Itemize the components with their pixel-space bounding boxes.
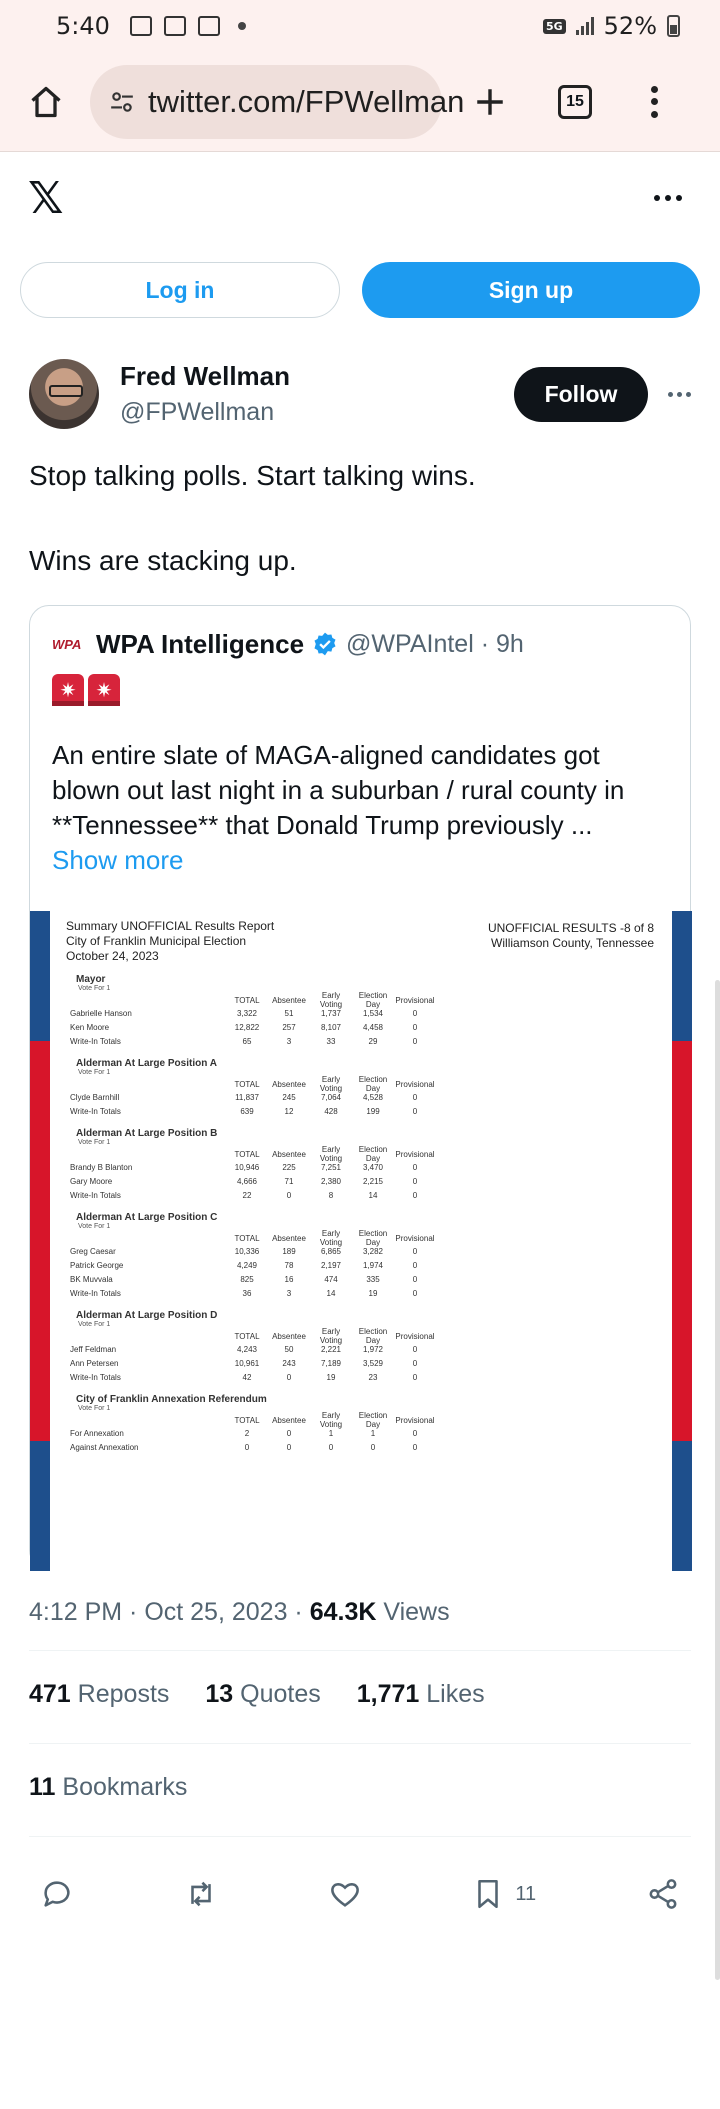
more-icon[interactable] <box>654 195 682 201</box>
candidate-name: Gabrielle Hanson <box>70 1008 132 1018</box>
column-header: TOTAL <box>234 995 260 1005</box>
vote-count: 0 <box>286 1372 292 1382</box>
race-subtitle: Vote For 1 <box>78 1223 111 1230</box>
column-header: Early Voting <box>319 1229 343 1247</box>
candidate-name: Greg Caesar <box>70 1246 116 1256</box>
flag-border-left <box>30 911 50 1571</box>
vote-count: 42 <box>242 1372 252 1382</box>
column-header: Provisional <box>395 995 435 1005</box>
vote-count: 474 <box>324 1274 338 1284</box>
column-header: Early Voting <box>319 1411 343 1429</box>
tweet-timestamp <box>29 1598 450 1627</box>
vote-count: 14 <box>368 1190 378 1200</box>
vote-count: 0 <box>370 1442 376 1452</box>
column-header: Election Day <box>358 1145 388 1163</box>
auth-buttons <box>20 262 700 318</box>
likes-stat[interactable]: 1,771 Likes <box>356 1680 485 1708</box>
browser-toolbar <box>0 52 720 152</box>
quoted-tweet[interactable] <box>29 605 691 1570</box>
race-block <box>66 1128 656 1202</box>
avatar[interactable] <box>29 359 99 429</box>
vote-count: 3,322 <box>236 1008 258 1018</box>
siren-icon: ✷ <box>88 674 120 706</box>
dot-icon <box>238 22 246 30</box>
vote-count: 71 <box>284 1176 294 1186</box>
bookmark-stats <box>29 1773 187 1802</box>
vote-count: 4,458 <box>362 1022 384 1032</box>
vote-count: 19 <box>368 1288 378 1298</box>
divider <box>29 1836 691 1837</box>
vote-count: 0 <box>412 1106 418 1116</box>
table-row <box>66 1258 656 1272</box>
share-button[interactable] <box>646 1877 680 1911</box>
divider <box>29 1743 691 1744</box>
wpa-logo: WPA <box>52 636 82 652</box>
vote-count: 0 <box>412 1008 418 1018</box>
quote-body: An entire slate of MAGA-aligned candidates got blown out last night in a suburban / rural county in **Tennessee** that Donald Trump previously ... <box>52 740 625 840</box>
column-header: Provisional <box>395 1079 435 1089</box>
vote-count: 0 <box>286 1442 292 1452</box>
tweet-actions <box>40 1866 680 1922</box>
vote-count: 78 <box>284 1260 294 1270</box>
vote-count: 4,528 <box>362 1092 384 1102</box>
race-block <box>66 1212 656 1300</box>
table-row <box>66 1188 656 1202</box>
vote-count: 2,380 <box>320 1176 342 1186</box>
battery-icon <box>667 15 680 37</box>
candidate-name: Write-In Totals <box>70 1036 121 1046</box>
vote-count: 36 <box>242 1288 252 1298</box>
column-header: Absentee <box>272 1415 306 1425</box>
vote-count: 6,865 <box>320 1246 342 1256</box>
login-button[interactable]: Log in <box>20 262 340 318</box>
table-row <box>66 1426 656 1440</box>
race-subtitle: Vote For 1 <box>78 1139 111 1146</box>
views-label: Views <box>376 1598 450 1626</box>
vote-count: 10,961 <box>234 1358 260 1368</box>
vote-count: 428 <box>324 1106 338 1116</box>
reply-button[interactable] <box>40 1877 74 1911</box>
user-handle[interactable]: @FPWellman <box>120 398 275 426</box>
show-more-link[interactable]: Show more <box>52 845 184 875</box>
table-row <box>66 1440 656 1454</box>
table-row <box>66 1342 656 1356</box>
vote-count: 7,064 <box>320 1092 342 1102</box>
column-header: Absentee <box>272 1149 306 1159</box>
table-row <box>66 1244 656 1258</box>
column-header: Early Voting <box>319 1075 343 1093</box>
race-subtitle: Vote For 1 <box>78 1405 111 1412</box>
vote-count: 8,107 <box>320 1022 342 1032</box>
vote-count: 2,221 <box>320 1344 342 1354</box>
image-icon <box>130 16 152 36</box>
race-header-row <box>66 991 656 1009</box>
vote-count: 1,974 <box>362 1260 384 1270</box>
vote-count: 7,251 <box>320 1162 342 1172</box>
table-row <box>66 1356 656 1370</box>
race-block <box>66 1394 656 1454</box>
vote-count: 0 <box>412 1176 418 1186</box>
vote-count: 0 <box>412 1428 418 1438</box>
race-title: City of Franklin Annexation Referendum <box>76 1394 267 1405</box>
candidate-name: Patrick George <box>70 1260 124 1270</box>
candidate-name: Brandy B Blanton <box>70 1162 133 1172</box>
vote-count: 0 <box>412 1274 418 1284</box>
column-header: Provisional <box>395 1233 435 1243</box>
results-document <box>50 911 672 1571</box>
table-row <box>66 1006 656 1020</box>
vote-count: 50 <box>284 1344 294 1354</box>
status-bar <box>0 0 720 52</box>
candidate-name: Gary Moore <box>70 1176 113 1186</box>
race-title: Alderman At Large Position C <box>76 1212 218 1223</box>
engagement-stats <box>29 1680 485 1709</box>
column-header: Election Day <box>358 1075 388 1093</box>
vote-count: 2 <box>244 1428 250 1438</box>
vote-count: 0 <box>244 1442 250 1452</box>
candidate-name: Write-In Totals <box>70 1288 121 1298</box>
site-settings-icon[interactable] <box>108 89 136 115</box>
new-tab-icon[interactable] <box>468 80 512 124</box>
column-header: Absentee <box>272 995 306 1005</box>
vote-count: 19 <box>326 1372 336 1382</box>
races-list <box>66 974 656 1454</box>
vote-count: 1,737 <box>320 1008 342 1018</box>
url-text[interactable]: twitter.com/FPWellman <box>148 83 465 119</box>
like-button[interactable] <box>328 1877 362 1911</box>
bookmark-button[interactable] <box>471 1877 536 1911</box>
scrollbar[interactable] <box>715 980 720 1980</box>
table-row <box>66 1174 656 1188</box>
candidate-name: Ann Petersen <box>70 1358 119 1368</box>
race-title: Alderman At Large Position A <box>76 1058 217 1069</box>
vote-count: 51 <box>284 1008 294 1018</box>
vote-count: 4,243 <box>236 1344 258 1354</box>
table-row <box>66 1370 656 1384</box>
table-row <box>66 1020 656 1034</box>
column-header: TOTAL <box>234 1079 260 1089</box>
column-header: Provisional <box>395 1415 435 1425</box>
doc-status: UNOFFICIAL RESULTS -8 of 8 <box>487 921 654 935</box>
race-header-row <box>66 1075 656 1093</box>
column-header: Election Day <box>358 1327 388 1345</box>
race-title: Alderman At Large Position D <box>76 1310 218 1321</box>
vote-count: 11,837 <box>235 1092 259 1102</box>
vote-count: 4,666 <box>236 1176 258 1186</box>
vote-count: 0 <box>286 1428 292 1438</box>
vote-count: 825 <box>240 1274 254 1284</box>
vote-count: 0 <box>412 1036 418 1046</box>
tweet-text-line: Stop talking polls. Start talking wins. <box>29 460 476 491</box>
vote-count: 7,189 <box>320 1358 342 1368</box>
flag-border-right <box>672 911 692 1571</box>
vote-count: 0 <box>412 1246 418 1256</box>
heart-icon <box>328 1877 362 1911</box>
display-name[interactable]: Fred Wellman <box>120 361 291 391</box>
race-subtitle: Vote For 1 <box>78 985 111 992</box>
candidate-name: Ken Moore <box>70 1022 110 1032</box>
vote-count: 16 <box>284 1274 294 1284</box>
signup-button[interactable]: Sign up <box>362 262 700 318</box>
column-header: Early Voting <box>319 1327 343 1345</box>
vote-count: 0 <box>412 1372 418 1382</box>
candidate-name: Write-In Totals <box>70 1190 121 1200</box>
vote-count: 0 <box>412 1260 418 1270</box>
race-block <box>66 1058 656 1118</box>
column-header: Election Day <box>358 1411 388 1429</box>
verified-badge-icon <box>312 631 338 657</box>
tweet-text <box>29 455 689 582</box>
column-header: Provisional <box>395 1149 435 1159</box>
candidate-name: Write-In Totals <box>70 1372 121 1382</box>
column-header: TOTAL <box>234 1415 260 1425</box>
vote-count: 0 <box>412 1092 418 1102</box>
home-icon[interactable] <box>24 80 68 124</box>
tweet-more-icon[interactable] <box>668 392 691 397</box>
vote-count: 3,470 <box>362 1162 384 1172</box>
quote-display-name: WPA Intelligence <box>96 628 305 659</box>
race-subtitle: Vote For 1 <box>78 1069 111 1076</box>
vote-count: 22 <box>242 1190 252 1200</box>
vote-count: 1,972 <box>362 1344 384 1354</box>
vote-count: 189 <box>282 1246 296 1256</box>
vote-count: 3,282 <box>362 1246 384 1256</box>
vote-count: 12,822 <box>234 1022 260 1032</box>
doc-date: October 24, 2023 <box>66 949 159 963</box>
vote-count: 33 <box>326 1036 336 1046</box>
battery-percent: 52% <box>603 12 657 40</box>
gmail-icon <box>164 16 186 36</box>
vote-count: 1 <box>328 1428 334 1438</box>
column-header: Absentee <box>272 1331 306 1341</box>
vote-count: 65 <box>242 1036 252 1046</box>
vote-count: 0 <box>412 1344 418 1354</box>
vote-count: 639 <box>240 1106 254 1116</box>
bookmark-count: 11 <box>515 1882 537 1905</box>
repost-button[interactable] <box>184 1877 218 1911</box>
vote-count: 10,336 <box>234 1246 260 1256</box>
vote-count: 1 <box>370 1428 376 1438</box>
news-icon <box>198 16 220 36</box>
vote-count: 0 <box>412 1162 418 1172</box>
tab-switcher-button[interactable]: 15 <box>558 85 592 119</box>
race-header-row <box>66 1411 656 1429</box>
column-header: Election Day <box>358 991 388 1009</box>
race-title: Alderman At Large Position B <box>76 1128 218 1139</box>
x-header <box>0 152 720 244</box>
race-header-row <box>66 1229 656 1247</box>
bookmark-icon <box>471 1877 505 1911</box>
column-header: Early Voting <box>319 1145 343 1163</box>
candidate-name: For Annexation <box>70 1428 124 1438</box>
tweet-text-line: Wins are stacking up. <box>29 545 297 576</box>
status-time: 5:40 <box>56 12 110 40</box>
vote-count: 0 <box>412 1358 418 1368</box>
race-header-row <box>66 1145 656 1163</box>
siren-icon: ✷ <box>52 674 84 706</box>
vote-count: 3 <box>286 1288 292 1298</box>
vote-count: 0 <box>412 1442 418 1452</box>
table-row <box>66 1090 656 1104</box>
vote-count: 245 <box>282 1092 296 1102</box>
candidate-name: Write-In Totals <box>70 1106 121 1116</box>
repost-icon <box>184 1877 218 1911</box>
timestamp-text[interactable]: 4:12 PM · Oct 25, 2023 · <box>29 1598 310 1626</box>
views-count: 64.3K <box>309 1598 377 1626</box>
column-header: Election Day <box>358 1229 388 1247</box>
doc-title: Summary UNOFFICIAL Results Report <box>66 919 275 933</box>
vote-count: 0 <box>328 1442 334 1452</box>
quote-text <box>52 738 672 878</box>
vote-count: 199 <box>366 1106 380 1116</box>
column-header: Provisional <box>395 1331 435 1341</box>
vote-count: 29 <box>368 1036 378 1046</box>
column-header: Absentee <box>272 1233 306 1243</box>
vote-count: 2,215 <box>362 1176 384 1186</box>
candidate-name: Against Annexation <box>70 1442 139 1452</box>
divider <box>29 1650 691 1651</box>
vote-count: 225 <box>282 1162 296 1172</box>
vote-count: 0 <box>286 1190 292 1200</box>
race-header-row <box>66 1327 656 1345</box>
share-icon <box>646 1877 680 1911</box>
reply-icon <box>40 1877 74 1911</box>
vote-count: 257 <box>282 1022 296 1032</box>
candidate-name: BK Muvvala <box>70 1274 113 1284</box>
signal-icon <box>576 17 594 35</box>
browser-menu-icon[interactable] <box>644 80 664 124</box>
vote-count: 0 <box>412 1190 418 1200</box>
vote-count: 243 <box>282 1358 296 1368</box>
doc-county: Williamson County, Tennessee <box>491 936 654 950</box>
address-bar[interactable] <box>90 65 465 139</box>
quote-handle-time: @WPAIntel · 9h <box>346 629 524 658</box>
table-row <box>66 1104 656 1118</box>
reposts-stat[interactable]: 471 Reposts <box>29 1680 170 1708</box>
vote-count: 14 <box>326 1288 336 1298</box>
column-header: Absentee <box>272 1079 306 1089</box>
follow-button[interactable]: Follow <box>514 367 648 422</box>
race-subtitle: Vote For 1 <box>78 1321 111 1328</box>
network-badge: 5G <box>543 19 566 34</box>
vote-count: 335 <box>366 1274 380 1284</box>
vote-count: 3,529 <box>362 1358 384 1368</box>
vote-count: 3 <box>286 1036 292 1046</box>
race-block <box>66 1310 656 1384</box>
column-header: TOTAL <box>234 1233 260 1243</box>
table-row <box>66 1272 656 1286</box>
candidate-name: Clyde Barnhill <box>70 1092 120 1102</box>
vote-count: 1,534 <box>362 1008 384 1018</box>
column-header: Early Voting <box>319 991 343 1009</box>
vote-count: 2,197 <box>320 1260 342 1270</box>
candidate-name: Jeff Feldman <box>70 1344 117 1354</box>
vote-count: 12 <box>284 1106 294 1116</box>
table-row <box>66 1160 656 1174</box>
results-image[interactable] <box>30 911 692 1571</box>
siren-emojis <box>52 674 120 706</box>
x-logo[interactable]: 𝕏 <box>28 172 64 224</box>
bookmarks-stat[interactable]: 11 Bookmarks <box>29 1773 188 1801</box>
quotes-stat[interactable]: 13 Quotes <box>205 1680 321 1708</box>
vote-count: 8 <box>328 1190 334 1200</box>
race-block <box>66 974 656 1048</box>
vote-count: 23 <box>368 1372 378 1382</box>
race-title: Mayor <box>76 974 106 985</box>
vote-count: 10,946 <box>234 1162 260 1172</box>
column-header: TOTAL <box>234 1331 260 1341</box>
tweet-author <box>29 356 691 432</box>
vote-count: 0 <box>412 1288 418 1298</box>
doc-subtitle: City of Franklin Municipal Election <box>66 934 247 948</box>
vote-count: 0 <box>412 1022 418 1032</box>
table-row <box>66 1286 656 1300</box>
vote-count: 4,249 <box>236 1260 258 1270</box>
table-row <box>66 1034 656 1048</box>
column-header: TOTAL <box>234 1149 260 1159</box>
